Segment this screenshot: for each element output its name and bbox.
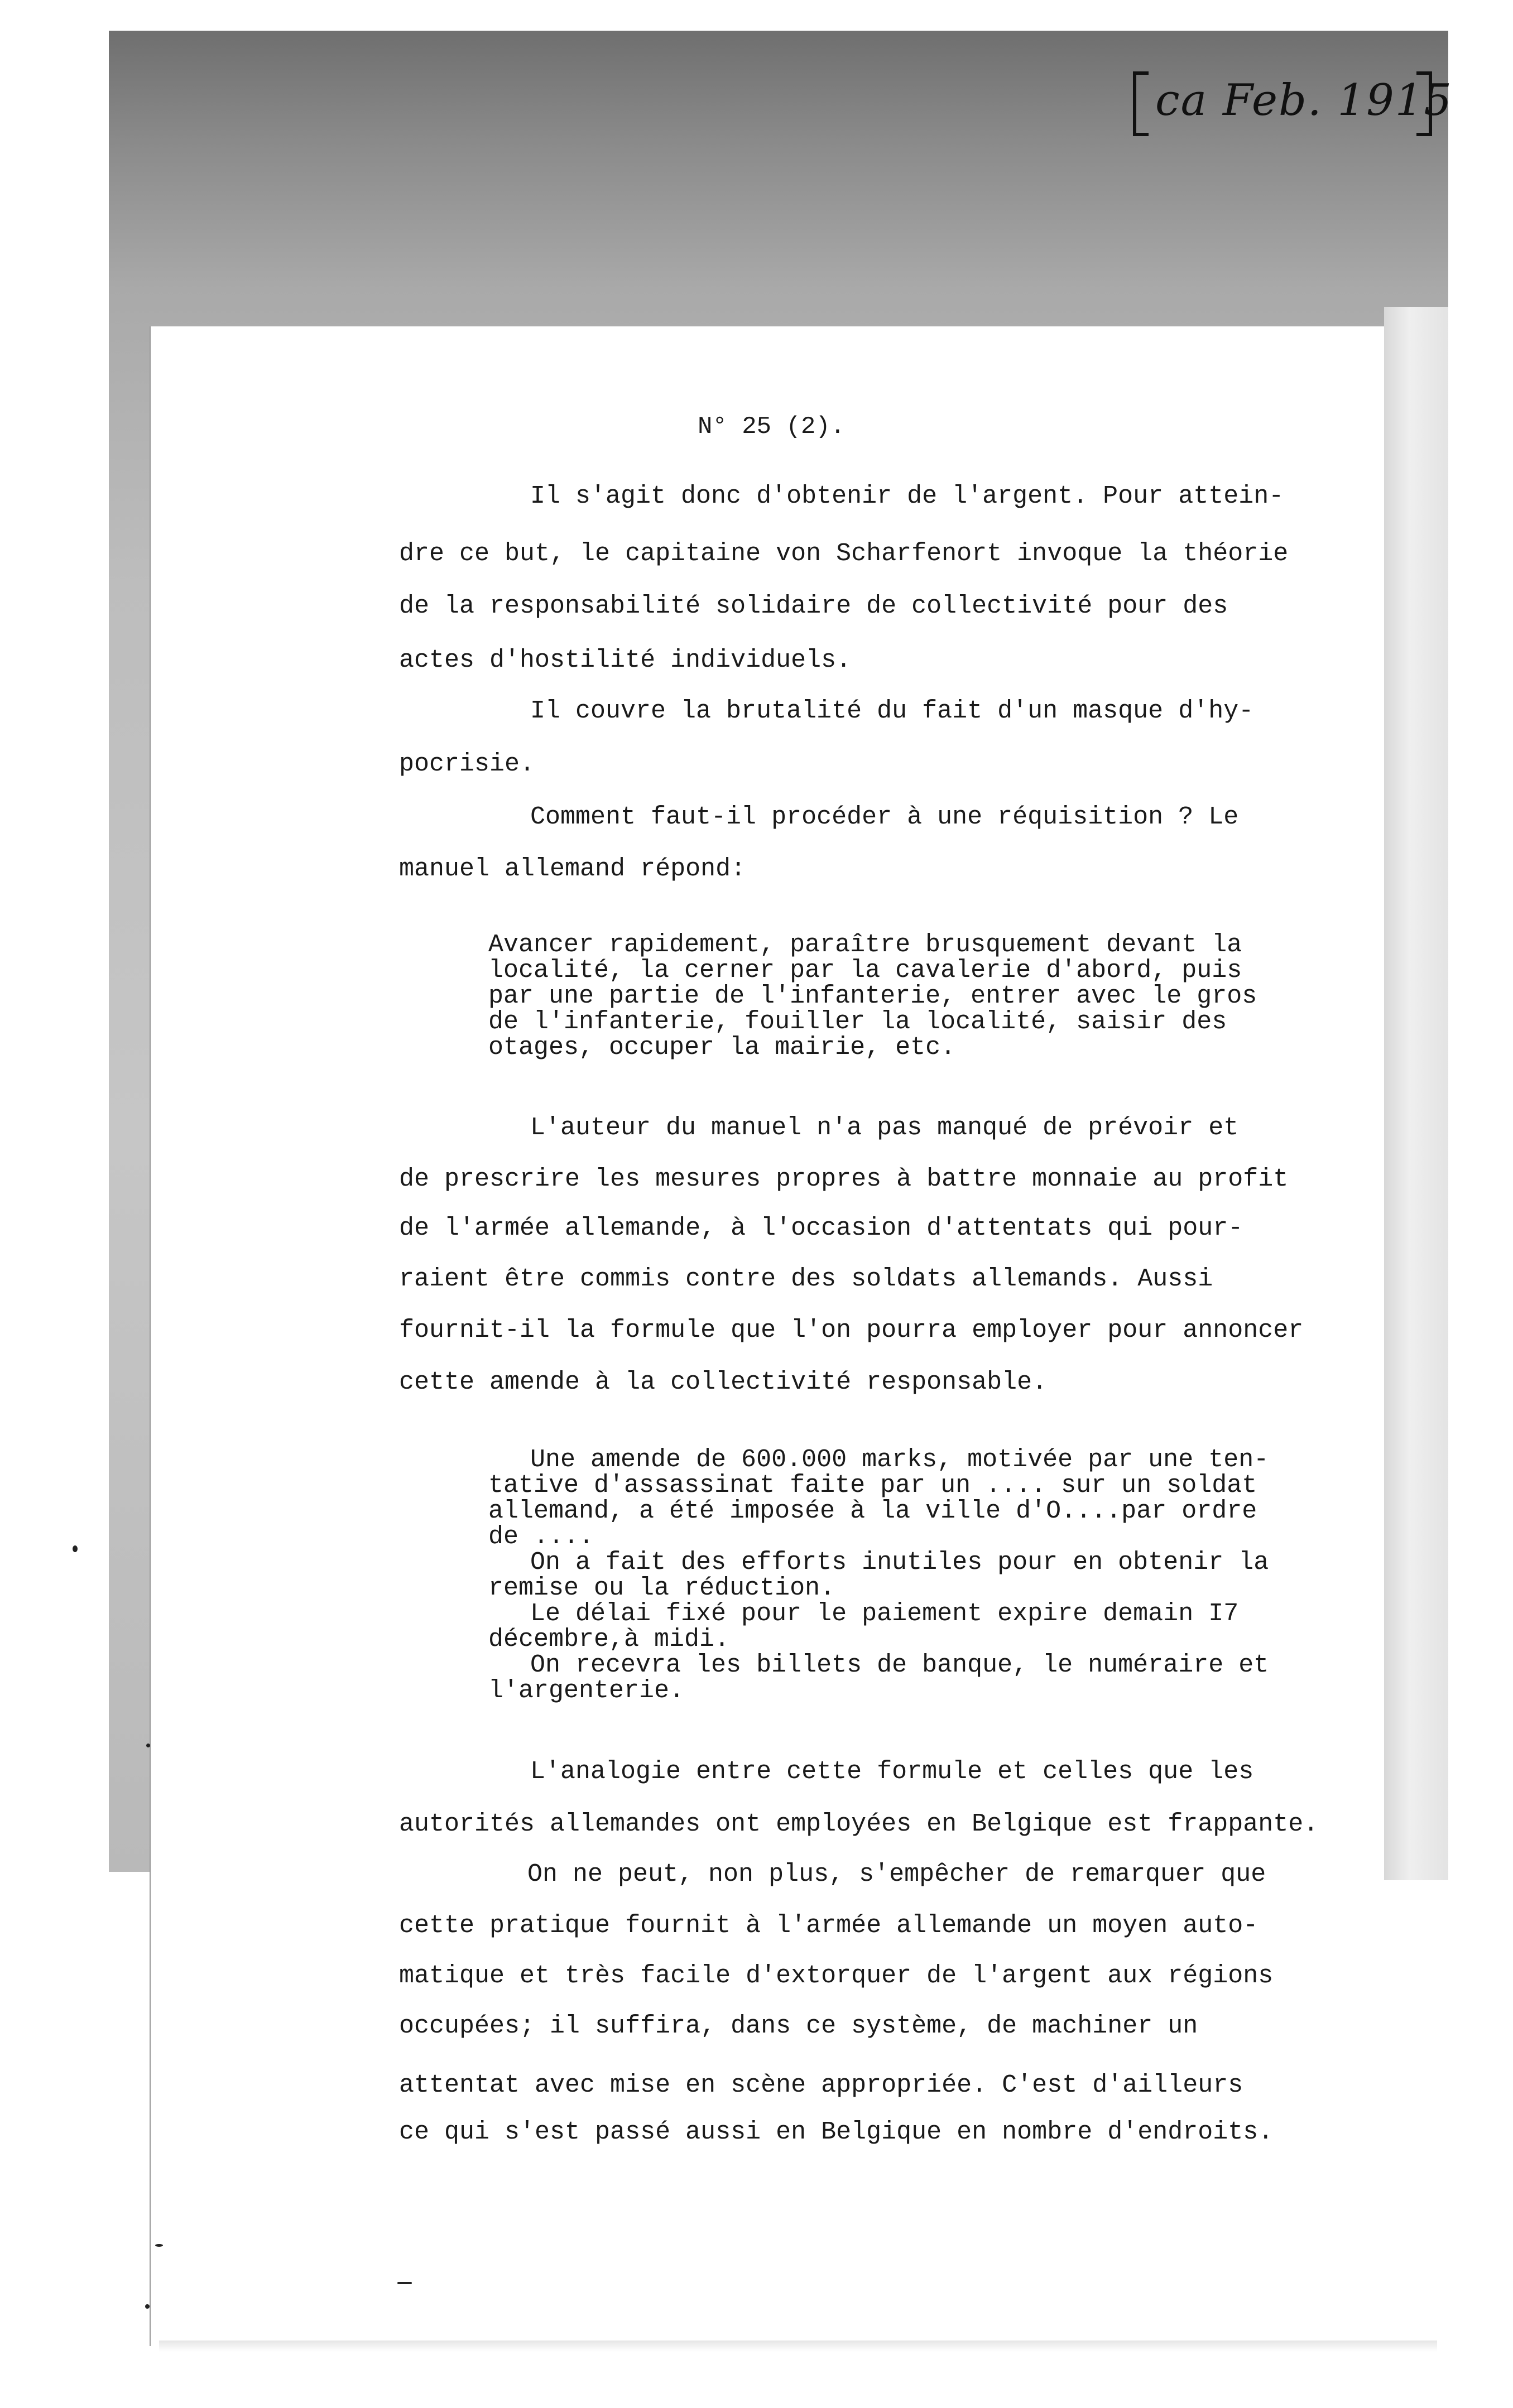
paragraph-5-line: autorités allemandes ont employées en Belgique est frappante. (399, 1810, 1319, 1838)
quote-2-line: On recevra les billets de banque, le numéraire et (530, 1651, 1269, 1679)
paragraph-4-line: raient être commis contre des soldats allemands. Aussi (399, 1265, 1213, 1293)
scan-speck (155, 2244, 163, 2247)
paragraph-6-line: matique et très facile d'extorquer de l'argent aux régions (399, 1962, 1274, 1990)
paragraph-4-line: de l'armée allemande, à l'occasion d'attentats qui pour- (399, 1214, 1243, 1242)
paragraph-3-line: manuel allemand répond: (399, 855, 746, 883)
quote-2-line: On a fait des efforts inutiles pour en obtenir la (530, 1548, 1269, 1577)
scan-speck (397, 2282, 412, 2284)
paragraph-1-line: Il s'agit donc d'obtenir de l'argent. Pour attein- (530, 482, 1284, 511)
quote-1-line: par une partie de l'infanterie, entrer avec le gros (488, 982, 1257, 1010)
paragraph-1-line: actes d'hostilité individuels. (399, 646, 852, 675)
quote-1-line: Avancer rapidement, paraître brusquement devant la (488, 931, 1242, 959)
paragraph-2-line: pocrisie. (399, 750, 535, 778)
scan-speck (73, 1545, 78, 1552)
scan-speck (145, 2304, 150, 2309)
quote-2-line: de .... (488, 1523, 594, 1551)
paragraph-4-line: cette amende à la collectivité responsable. (399, 1368, 1048, 1396)
quote-2-line: Le délai fixé pour le paiement expire demain I7 (530, 1600, 1239, 1628)
paragraph-4-line: L'auteur du manuel n'a pas manqué de prévoir et (530, 1114, 1239, 1142)
quote-1-line: de l'infanterie, fouiller la localité, saisir des (488, 1008, 1227, 1036)
quote-2-line: décembre,à midi. (488, 1625, 730, 1654)
quote-1-line: otages, occuper la mairie, etc. (488, 1033, 956, 1062)
backing-sheet-edge (1384, 307, 1448, 1880)
note-bracket-right (1416, 71, 1432, 136)
page-bottom-edge (159, 2340, 1437, 2352)
paragraph-3-line: Comment faut-il procéder à une réquisition ? Le (530, 803, 1239, 831)
paragraph-4-line: de prescrire les mesures propres à battre monnaie au profit (399, 1165, 1289, 1193)
page-number: N° 25 (2). (698, 413, 846, 441)
paragraph-4-line: fournit-il la formule que l'on pourra employer pour annoncer (399, 1316, 1304, 1345)
quote-2-line: allemand, a été imposée à la ville d'O....par ordre (488, 1497, 1257, 1525)
paragraph-5-line: L'analogie entre cette formule et celles que les (530, 1757, 1254, 1786)
quote-2-line: remise ou la réduction. (488, 1574, 835, 1602)
scan-speck (146, 1744, 150, 1747)
note-text: ca Feb. 1915 (1155, 75, 1453, 126)
quote-2-line: tative d'assassinat faite par un .... sur un soldat (488, 1471, 1257, 1500)
paragraph-2-line: Il couvre la brutalité du fait d'un masque d'hy- (530, 697, 1254, 725)
quote-2-line: l'argenterie. (488, 1677, 685, 1705)
paragraph-1-line: dre ce but, le capitaine von Scharfenort invoque la théorie (399, 540, 1289, 568)
handwritten-date-note (1133, 67, 1453, 134)
paragraph-1-line: de la responsabilité solidaire de collectivité pour des (399, 592, 1228, 620)
paragraph-6-line: cette pratique fournit à l'armée allemande un moyen auto- (399, 1911, 1259, 1940)
paragraph-6-line: occupées; il suffira, dans ce système, de machiner un (399, 2012, 1198, 2040)
note-bracket-left (1133, 71, 1149, 136)
paragraph-6-line: attentat avec mise en scène appropriée. C'est d'ailleurs (399, 2071, 1243, 2099)
quote-1-line: localité, la cerner par la cavalerie d'abord, puis (488, 956, 1242, 985)
paragraph-6-line: ce qui s'est passé aussi en Belgique en nombre d'endroits. (399, 2118, 1274, 2146)
paragraph-6-line: On ne peut, non plus, s'empêcher de remarquer que (527, 1860, 1266, 1889)
quote-2-line: Une amende de 600.000 marks, motivée par une ten- (530, 1446, 1269, 1474)
